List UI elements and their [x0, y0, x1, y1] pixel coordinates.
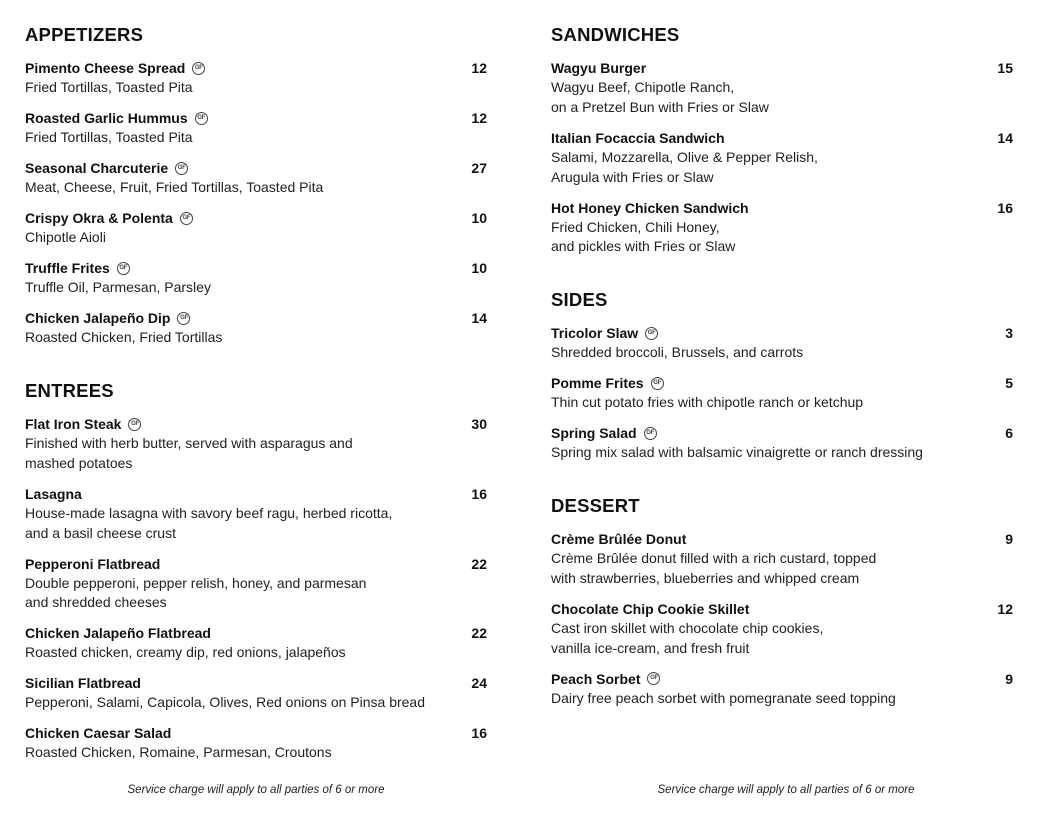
menu-item-header [25, 723, 487, 743]
menu-item-description: Fried Tortillas, Toasted Pita [25, 79, 193, 95]
menu-item [551, 198, 1013, 258]
gluten-free-badge-icon: GF [647, 672, 660, 685]
section-title-dessert: DESSERT [551, 495, 640, 516]
menu-item-header [25, 414, 487, 434]
menu-item-description: Double pepperoni, pepper relish, honey, and parmesan [25, 574, 367, 591]
menu-item-price: 5 [1005, 375, 1013, 391]
menu-item-name: Truffle Frites [25, 260, 110, 276]
menu-item [551, 373, 1013, 413]
gluten-free-badge-icon: GF [177, 312, 190, 325]
menu-item-price: 10 [471, 210, 487, 226]
menu-item-description: Truffle Oil, Parmesan, Parsley [25, 279, 211, 295]
menu-item-name: Sicilian Flatbread [25, 675, 141, 692]
gluten-free-badge-icon: GF [117, 262, 130, 275]
menu-item-price: 12 [997, 600, 1013, 617]
menu-item-description: Dairy free peach sorbet with pomegranate seed topping [551, 689, 896, 706]
section-title-sides: SIDES [551, 289, 608, 310]
menu-item-description: on a Pretzel Bun with Fries or Slaw [551, 98, 769, 115]
menu-item-description: Meat, Cheese, Fruit, Fried Tortillas, Toasted Pita [25, 179, 324, 195]
gluten-free-badge-icon: GF [175, 162, 188, 175]
gluten-free-badge-icon: GF [192, 62, 205, 75]
menu-item-description: with strawberries, blueberries and whipped cream [551, 569, 860, 586]
menu-item [25, 723, 487, 763]
menu-item-description: Arugula with Fries or Slaw [551, 168, 714, 185]
menu-item [25, 484, 487, 544]
menu-item-name: Seasonal Charcuterie [25, 160, 169, 176]
menu-item-price: 22 [471, 625, 487, 642]
menu-item-description: Thin cut potato fries with chipotle ranch or ketchup [551, 394, 864, 410]
menu-item-price: 15 [997, 60, 1013, 76]
menu-item-header [25, 623, 487, 643]
menu-item-price: 27 [471, 160, 487, 176]
gluten-free-badge-icon: GF [128, 418, 141, 431]
gluten-free-badge-icon: GF [180, 212, 193, 225]
menu-item-header [25, 208, 487, 228]
menu-item-name: Flat Iron Steak [25, 416, 122, 432]
menu-item-description: Shredded broccoli, Brussels, and carrots [551, 344, 804, 360]
menu-item [551, 669, 1013, 709]
section-title-sandwiches: SANDWICHES [551, 24, 680, 45]
menu-item-header [25, 673, 487, 693]
menu-item-name: Peach Sorbet [551, 670, 641, 687]
menu-item [25, 623, 487, 663]
menu-item [551, 58, 1013, 118]
menu-item-price: 10 [471, 260, 487, 276]
menu-item [25, 414, 487, 474]
menu-item [551, 529, 1013, 589]
menu-item-name: Chicken Jalapeño Dip [25, 310, 171, 326]
menu-item-description: and pickles with Fries or Slaw [551, 238, 736, 255]
menu-item-price: 9 [1005, 670, 1013, 687]
menu-item [551, 423, 1013, 463]
menu-item-price: 14 [997, 129, 1013, 146]
menu-item [551, 599, 1013, 659]
menu-item-description: Fried Chicken, Chili Honey, [551, 218, 720, 235]
menu-item-name: Chicken Caesar Salad [25, 725, 172, 742]
menu-item [25, 58, 487, 98]
menu-item [25, 308, 487, 348]
menu-item-description: Finished with herb butter, served with asparagus and [25, 435, 353, 451]
menu-item-name: Crispy Okra & Polenta [25, 210, 173, 226]
menu-item-name: Spring Salad [551, 425, 637, 441]
gluten-free-badge-icon: GF [644, 427, 657, 440]
menu-item-header [551, 599, 1013, 619]
menu-item-header [551, 128, 1013, 148]
menu-item-header [25, 308, 487, 328]
menu-item-header [551, 373, 1013, 393]
menu-item-description: Crème Brûlée donut filled with a rich custard, topped [551, 550, 877, 566]
menu-item-description: Cast iron skillet with chocolate chip cookies, [551, 619, 824, 636]
menu-item-description: Roasted Chicken, Fried Tortillas [25, 329, 223, 345]
menu-item-description: vanilla ice-cream, and fresh fruit [551, 639, 750, 656]
menu-item-header [551, 669, 1013, 689]
menu-item [25, 158, 487, 198]
menu-item-price: 3 [1005, 325, 1013, 341]
menu-item-header [551, 423, 1013, 443]
menu-item-description: mashed potatoes [25, 454, 133, 471]
menu-item-header [551, 58, 1013, 78]
menu-item-name: Crème Brûlée Donut [551, 531, 687, 547]
menu-item-price: 16 [997, 199, 1013, 216]
menu-item-name: Pimento Cheese Spread [25, 60, 186, 76]
menu-item-price: 14 [471, 310, 487, 326]
menu-item-name: Hot Honey Chicken Sandwich [551, 199, 749, 216]
menu-item [25, 258, 487, 298]
menu-item-header [25, 554, 487, 574]
section-title-entrees: ENTREES [25, 380, 114, 401]
menu-item-price: 16 [471, 725, 487, 742]
menu-item-name: Tricolor Slaw [551, 325, 639, 341]
menu-item [25, 554, 487, 614]
menu-item-description: Pepperoni, Salami, Capicola, Olives, Red onions on Pinsa bread [25, 694, 426, 711]
menu-item-name: Chocolate Chip Cookie Skillet [551, 600, 750, 617]
menu-item-description: House-made lasagna with savory beef ragu, herbed ricotta, [25, 504, 393, 521]
menu-item-header [25, 58, 487, 78]
menu-item-price: 16 [471, 485, 487, 502]
menu-item-description: Roasted chicken, creamy dip, red onions, jalapeños [25, 644, 346, 661]
menu-item-header [551, 529, 1013, 549]
menu-item-name: Roasted Garlic Hummus [25, 110, 188, 126]
menu-item-header [551, 198, 1013, 218]
menu-item-description: and a basil cheese crust [25, 524, 176, 541]
gluten-free-badge-icon: GF [195, 112, 208, 125]
menu-item-name: Chicken Jalapeño Flatbread [25, 625, 211, 642]
menu-item [25, 108, 487, 148]
menu-item-description: Wagyu Beef, Chipotle Ranch, [551, 79, 735, 95]
menu-item-price: 12 [471, 60, 487, 76]
menu-item-price: 9 [1005, 531, 1013, 547]
menu-item-price: 6 [1005, 425, 1013, 441]
menu-item-price: 22 [471, 555, 487, 572]
menu-item-description: Roasted Chicken, Romaine, Parmesan, Croutons [25, 744, 332, 761]
menu-item [551, 323, 1013, 363]
menu-item-description: Chipotle Aioli [25, 229, 106, 245]
menu-item-description: Spring mix salad with balsamic vinaigrette or ranch dressing [551, 444, 923, 460]
menu-item-header [25, 108, 487, 128]
menu-item [551, 128, 1013, 188]
menu-item-description: and shredded cheeses [25, 594, 167, 611]
menu-item-name: Wagyu Burger [551, 60, 647, 76]
menu-item-header [25, 484, 487, 504]
menu-item-description: Salami, Mozzarella, Olive & Pepper Relish, [551, 148, 818, 165]
gluten-free-badge-icon: GF [645, 327, 658, 340]
menu-item [25, 673, 487, 713]
menu-item-price: 24 [471, 675, 487, 692]
menu-item-price: 30 [471, 416, 487, 432]
menu-item-header [25, 158, 487, 178]
menu-item-name: Italian Focaccia Sandwich [551, 129, 725, 146]
section-title-appetizers: APPETIZERS [25, 24, 144, 45]
gluten-free-badge-icon: GF [651, 377, 664, 390]
menu-item-name: Pepperoni Flatbread [25, 555, 161, 572]
service-charge-note-right: Service charge will apply to all parties of 6 or more [657, 784, 915, 796]
menu-item-name: Pomme Frites [551, 375, 644, 391]
service-charge-note-left: Service charge will apply to all parties of 6 or more [127, 784, 385, 796]
menu-item-price: 12 [471, 110, 487, 126]
menu-item [25, 208, 487, 248]
menu-item-header [551, 323, 1013, 343]
menu-item-description: Fried Tortillas, Toasted Pita [25, 129, 193, 145]
menu-item-name: Lasagna [25, 485, 82, 502]
menu-item-header [25, 258, 487, 278]
